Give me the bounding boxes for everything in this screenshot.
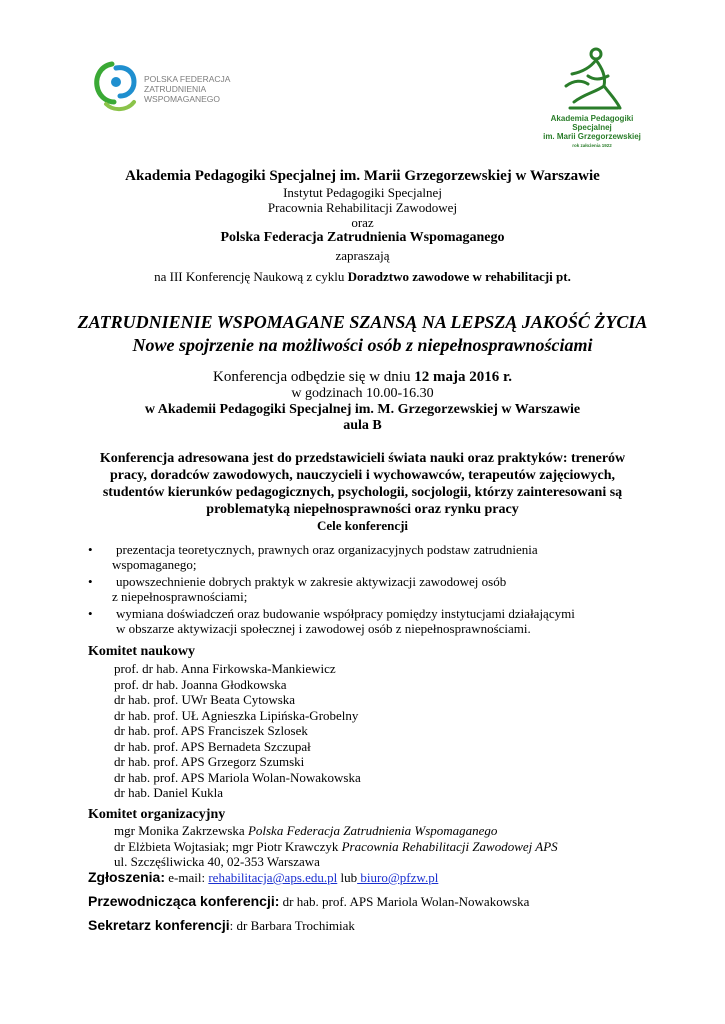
email-separator: lub xyxy=(337,870,358,885)
invite-series: Doradztwo zawodowe w rehabilitacji pt. xyxy=(347,269,571,284)
committee-member: dr hab. prof. APS Grzegorz Szumski xyxy=(114,754,305,769)
aps-logo-text xyxy=(536,114,648,150)
registration-label: Zgłoszenia: xyxy=(88,869,166,885)
goal-text-cont: wspomaganego; xyxy=(112,557,197,572)
org1-heading: Akademia Pedagogiki Specjalnej im. Marii Grzegorzewskiej w Warszawie xyxy=(125,168,600,184)
bullet-icon: • xyxy=(88,606,93,621)
chair-label: Przewodnicząca konferencji: xyxy=(88,893,280,909)
organizer-line xyxy=(114,839,558,855)
goal-item xyxy=(88,606,648,638)
event-venue: w Akademii Pedagogiki Specjalnej im. M. Grzegorzewskiej w Warszawie xyxy=(144,402,581,417)
aps-logo-line: Akademia Pedagogiki Specjalnej xyxy=(550,114,634,132)
aps-logo-small: rok założenia 1922 xyxy=(572,143,612,148)
organizer-org: Pracownia Rehabilitacji Zawodowej APS xyxy=(341,838,558,854)
goals-list xyxy=(88,542,648,638)
goal-text-cont: w obszarze aktywizacji społecznej i zawodowej osób z niepełnosprawnościami. xyxy=(116,621,531,636)
organizing-committee-heading: Komitet organizacyjny xyxy=(88,807,226,822)
goal-text-cont: z niepełnosprawnościami; xyxy=(112,589,248,604)
pfzw-logo-text xyxy=(144,74,230,104)
organizer-org: Polska Federacja Zatrudnienia Wspomaganego xyxy=(247,823,498,838)
institute-line: Instytut Pedagogiki Specjalnej xyxy=(283,185,442,200)
goal-text: upowszechnienie dobrych praktyk w zakresie aktywizacji zawodowej osób xyxy=(116,574,507,589)
aps-logo xyxy=(536,46,648,148)
event-hours: w godzinach 10.00-16.30 xyxy=(291,386,434,401)
pfzw-logo-line: POLSKA FEDERACJA xyxy=(144,74,231,84)
goal-text: wymiana doświadczeń oraz budowanie współpracy pomiędzy instytucjami działającymi xyxy=(116,606,575,621)
conference-subtitle: Nowe spojrzenie na możliwości osób z niepełnosprawnościami xyxy=(132,335,593,355)
event-date xyxy=(0,369,725,386)
chair-name: dr hab. prof. APS Mariola Wolan-Nowakowska xyxy=(279,894,530,909)
event-date-prefix: Konferencja odbędzie się w dniu xyxy=(213,369,415,385)
committee-member: dr hab. prof. APS Bernadeta Szczupał xyxy=(114,738,311,754)
pfzw-logo-line: WSPOMAGANEGO xyxy=(144,94,221,104)
secretary-name: dr Barbara Trochimiak xyxy=(233,918,355,933)
organizer-name: mgr Monika Zakrzewska xyxy=(114,823,248,838)
committee-member: dr hab. prof. APS Mariola Wolan-Nowakowska xyxy=(114,769,361,785)
organizer-address: ul. Szczęśliwicka 40, 02-353 Warszawa xyxy=(114,854,320,869)
invite-line xyxy=(0,269,725,284)
committee-member: prof. dr hab. Joanna Głodkowska xyxy=(114,676,287,692)
committee-member: dr hab. prof. UWr Beata Cytowska xyxy=(114,692,296,707)
chair-line xyxy=(88,894,529,909)
goal-item xyxy=(88,574,648,606)
email-prefix: e-mail: xyxy=(165,870,209,885)
lab-line: Pracownia Rehabilitacji Zawodowej xyxy=(267,200,458,215)
committee-member: dr hab. Daniel Kukla xyxy=(114,785,224,800)
audience-line: Konferencja adresowana jest do przedstawicieli świata nauki oraz praktyków: trenerów xyxy=(99,451,626,466)
oraz-line: oraz xyxy=(351,215,374,230)
goal-text: prezentacja teoretycznych, prawnych oraz organizacyjnych podstaw zatrudnienia xyxy=(116,542,538,557)
event-room: aula B xyxy=(343,418,382,433)
bullet-icon: • xyxy=(88,574,93,589)
secretary-label: Sekretarz konferencji xyxy=(88,917,230,933)
conference-title: ZATRUDNIENIE WSPOMAGANE SZANSĄ NA LEPSZĄ JAKOŚĆ ŻYCIA xyxy=(77,312,648,332)
aps-logo-line: im. Marii Grzegorzewskiej xyxy=(543,132,641,141)
organizer-line xyxy=(114,823,558,839)
email-link-aps[interactable]: rehabilitacja@aps.edu.pl xyxy=(208,870,338,885)
invite-verb: zapraszają xyxy=(335,248,390,263)
audience-line: problematyką niepełnosprawności oraz rynku pracy xyxy=(206,502,519,517)
event-date-value: 12 maja 2016 r. xyxy=(414,369,512,385)
pfzw-logo-mark-icon xyxy=(92,58,142,114)
organizer-name: dr Elżbieta Wojtasiak; mgr Piotr Krawczyk xyxy=(114,838,342,854)
aps-logo-figure-icon xyxy=(560,46,624,112)
goal-item xyxy=(88,542,648,574)
audience-line: pracy, doradców zawodowych, nauczycieli i wychowawców, terapeutów zajęciowych, xyxy=(109,468,616,483)
organizing-committee-list xyxy=(114,823,558,870)
goals-heading: Cele konferencji xyxy=(316,518,409,533)
committee-member: prof. dr hab. Anna Firkowska-Mankiewicz xyxy=(114,661,336,676)
registration-line xyxy=(88,870,438,885)
bullet-icon: • xyxy=(88,542,93,557)
pfzw-logo xyxy=(92,58,242,114)
committee-member: dr hab. prof. UŁ Agnieszka Lipińska-Grobelny xyxy=(114,707,359,723)
audience-line: studentów kierunków pedagogicznych, psychologii, socjologii, którzy zainteresowani są xyxy=(102,485,623,500)
pfzw-logo-line: ZATRUDNIENIA xyxy=(144,84,207,94)
invite-prefix: na III Konferencję Naukową z cyklu xyxy=(154,269,348,284)
secretary-line xyxy=(88,918,355,933)
scientific-committee-list xyxy=(114,661,361,801)
secretary-colon: : xyxy=(229,918,234,933)
org2-heading: Polska Federacja Zatrudnienia Wspomaganego xyxy=(220,230,505,245)
scientific-committee-heading: Komitet naukowy xyxy=(88,644,195,659)
committee-member: dr hab. prof. APS Franciszek Szlosek xyxy=(114,723,308,738)
email-link-pfzw[interactable]: biuro@pfzw.pl xyxy=(357,870,439,885)
